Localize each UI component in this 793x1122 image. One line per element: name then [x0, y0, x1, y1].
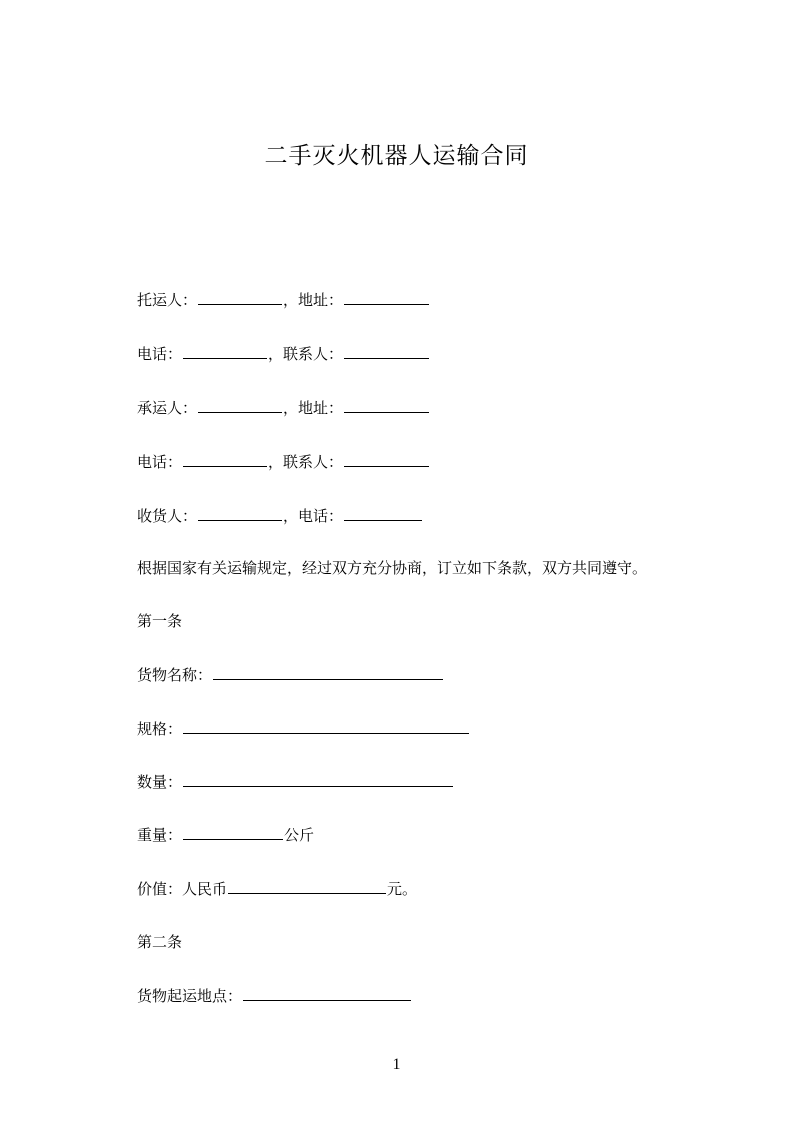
value-suffix: 元。 [387, 880, 418, 898]
quantity-label: 数量： [137, 773, 183, 791]
goods-name-line [137, 664, 444, 686]
carrier-address-blank[interactable] [344, 397, 429, 413]
shipper-contact-label: ，联系人： [268, 345, 344, 363]
shipper-name-blank[interactable] [198, 289, 282, 305]
weight-line [137, 824, 314, 846]
origin-label: 货物起运地点： [137, 987, 243, 1005]
consignee-label: 收货人： [137, 507, 198, 525]
shipper-contact-line [137, 343, 430, 365]
weight-label: 重量： [137, 826, 183, 844]
shipper-line [137, 289, 430, 311]
value-blank[interactable] [228, 878, 386, 894]
quantity-line [137, 771, 454, 793]
consignee-phone-label: ，电话： [283, 507, 344, 525]
value-label: 价值：人民币 [137, 880, 228, 898]
shipper-contact-blank[interactable] [344, 343, 429, 359]
article2-heading: 第二条 [137, 933, 183, 951]
document-title: 二手灭火机器人运输合同 [264, 143, 529, 169]
goods-name-label: 货物名称： [137, 666, 213, 684]
carrier-line [137, 397, 430, 419]
origin-line [137, 985, 412, 1007]
shipper-phone-label: 电话： [137, 345, 183, 363]
article1-heading: 第一条 [137, 612, 183, 630]
carrier-contact-blank[interactable] [344, 451, 429, 467]
shipper-label: 托运人： [137, 291, 198, 309]
quantity-blank[interactable] [183, 771, 453, 787]
weight-blank[interactable] [183, 824, 283, 840]
spec-label: 规格： [137, 720, 183, 738]
goods-name-blank[interactable] [213, 664, 443, 680]
carrier-phone-label: 电话： [137, 453, 183, 471]
origin-blank[interactable] [243, 985, 411, 1001]
intro-paragraph: 根据国家有关运输规定，经过双方充分协商，订立如下条款，双方共同遵守。 [137, 559, 648, 577]
carrier-label: 承运人： [137, 399, 198, 417]
page-number: 1 [392, 1056, 401, 1073]
shipper-address-blank[interactable] [344, 289, 429, 305]
consignee-name-blank[interactable] [198, 505, 282, 521]
carrier-name-blank[interactable] [198, 397, 282, 413]
weight-unit: 公斤 [284, 826, 315, 844]
shipper-address-label: ，地址： [283, 291, 344, 309]
spec-line [137, 718, 470, 740]
carrier-contact-label: ，联系人： [268, 453, 344, 471]
value-line [137, 878, 417, 900]
shipper-phone-blank[interactable] [183, 343, 267, 359]
carrier-address-label: ，地址： [283, 399, 344, 417]
carrier-phone-blank[interactable] [183, 451, 267, 467]
carrier-contact-line [137, 451, 430, 473]
consignee-phone-blank[interactable] [344, 505, 422, 521]
spec-blank[interactable] [183, 718, 469, 734]
consignee-line [137, 505, 423, 527]
